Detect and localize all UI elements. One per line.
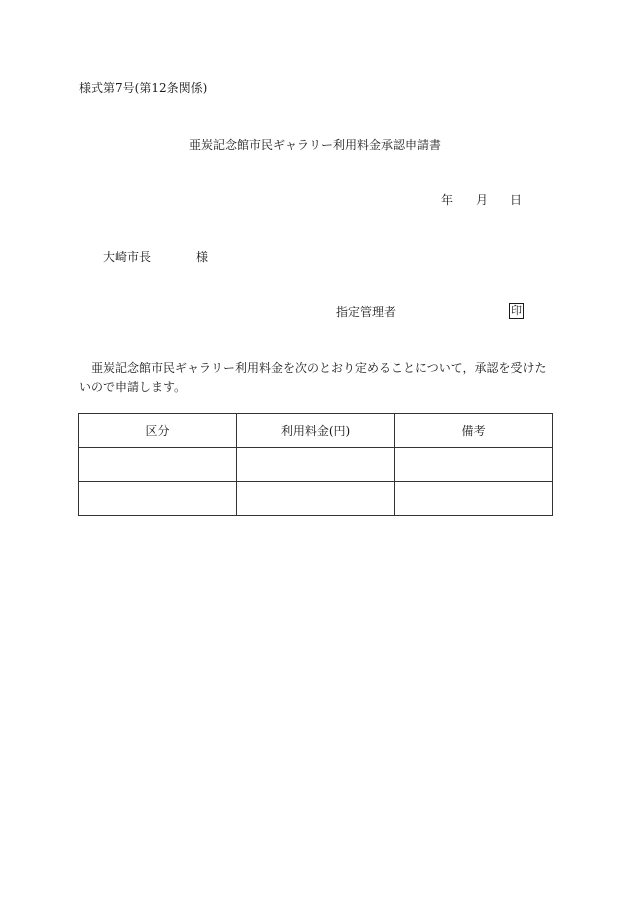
addressee-name: 大崎市長 (103, 250, 152, 264)
header-category: 区分 (79, 414, 237, 448)
table-row (79, 482, 553, 516)
cell-category[interactable] (79, 482, 237, 516)
manager-label: 指定管理者 (336, 305, 397, 319)
document-title: 亜炭記念館市民ギャラリー利用料金承認申請書 (188, 138, 441, 152)
cell-fee[interactable] (237, 448, 395, 482)
date-month-label: 月 (476, 193, 489, 207)
seal-mark: 印 (511, 304, 522, 317)
fee-table (78, 413, 553, 516)
cell-remarks[interactable] (395, 482, 553, 516)
table-header-row (79, 414, 553, 448)
cell-fee[interactable] (237, 482, 395, 516)
table-row (79, 448, 553, 482)
addressee-honorific: 様 (196, 250, 209, 264)
header-remarks: 備考 (395, 414, 553, 448)
header-fee: 利用料金(円) (237, 414, 395, 448)
date-day-label: 日 (510, 193, 523, 207)
date-year-label: 年 (441, 193, 454, 207)
cell-remarks[interactable] (395, 448, 553, 482)
cell-category[interactable] (79, 448, 237, 482)
body-text: 亜炭記念館市民ギャラリー利用料金を次のとおり定めることについて，承認を受けたいので申請します。 (79, 361, 547, 394)
form-number: 様式第7号(第12条関係) (79, 81, 208, 95)
